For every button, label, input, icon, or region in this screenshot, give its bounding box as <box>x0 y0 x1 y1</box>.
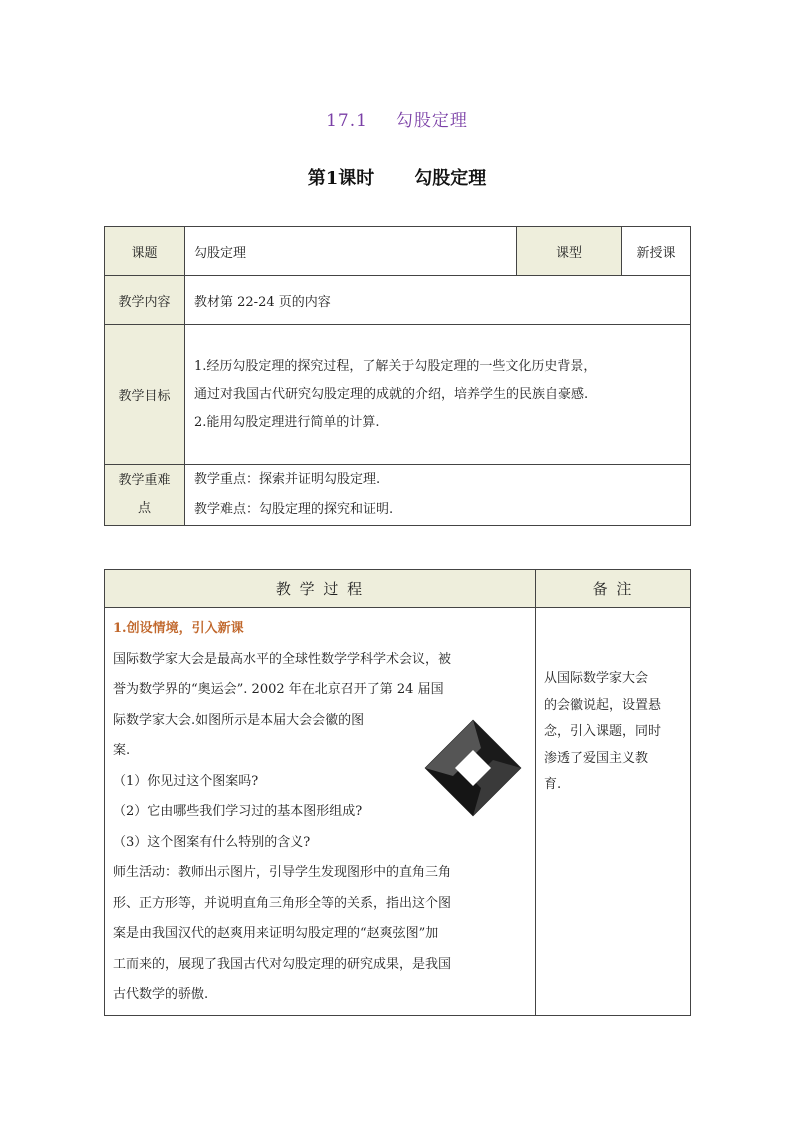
question-line: （1）你见过这个图案吗? <box>113 773 259 789</box>
section-number: 17.1 <box>326 111 368 131</box>
activity-line: 案是由我国汉代的赵爽用来证明勾股定理的“赵爽弦图”加 <box>113 926 439 941</box>
intro-line: 际数学家大会.如图所示是本届大会会徽的图 <box>113 712 365 728</box>
notes-content <box>536 608 691 1016</box>
difficulty-label <box>105 465 185 526</box>
note-line: 念，引入课题，同时 <box>544 724 662 739</box>
notes-header: 备 注 <box>536 570 691 608</box>
question-line: （3）这个图案有什么特别的含义? <box>113 834 311 850</box>
intro-line: 案. <box>113 743 131 758</box>
goal-line: 2.能用勾股定理进行简单的计算. <box>194 414 380 430</box>
activity-line: 古代数学的骄傲. <box>113 987 209 1002</box>
intro-line: 誉为数学界的“奥运会”. 2002 年在北京召开了第 24 届国 <box>113 682 444 697</box>
teaching-process-table <box>104 569 691 1016</box>
congress-emblem-figure <box>423 718 523 818</box>
goal-line: 1.经历勾股定理的探究过程，了解关于勾股定理的一些文化历史背景， <box>194 358 597 374</box>
difficulty-content <box>185 465 691 526</box>
type-value: 新授课 <box>622 227 691 276</box>
lesson-title-text: 勾股定理 <box>414 168 487 189</box>
section-title-text: 勾股定理 <box>395 111 468 131</box>
difficulty-label-line2: 点 <box>137 501 151 516</box>
note-line: 的会徽说起，设置悬 <box>544 697 662 713</box>
content-value: 教材第 22-24 页的内容 <box>185 276 691 325</box>
topic-label: 课题 <box>105 227 185 276</box>
key-point: 教学重点：探索并证明勾股定理. <box>194 472 381 487</box>
section-title <box>0 106 794 131</box>
topic-value: 勾股定理 <box>185 227 517 276</box>
lesson-number: 第1课时 <box>307 168 375 189</box>
lesson-title <box>0 164 794 190</box>
type-label: 课型 <box>517 227 622 276</box>
process-header: 教 学 过 程 <box>105 570 536 608</box>
goals-content <box>185 325 691 465</box>
difficult-point: 教学难点：勾股定理的探究和证明. <box>194 502 394 517</box>
section-heading: 1.创设情境，引入新课 <box>113 621 244 636</box>
note-line: 育. <box>544 777 562 792</box>
content-label: 教学内容 <box>105 276 185 325</box>
process-content <box>105 608 536 1016</box>
goals-label: 教学目标 <box>105 325 185 465</box>
note-line: 渗透了爱国主义教 <box>544 750 649 766</box>
question-line: （2）它由哪些我们学习过的基本图形组成? <box>113 804 363 819</box>
activity-line: 师生活动：教师出示图片，引导学生发现图形中的直角三角 <box>113 865 452 880</box>
activity-line: 工而来的，展现了我国古代对勾股定理的研究成果，是我国 <box>113 956 452 972</box>
activity-line: 形、正方形等，并说明直角三角形全等的关系，指出这个图 <box>113 895 452 911</box>
note-line: 从国际数学家大会 <box>544 671 649 686</box>
intro-line: 国际数学家大会是最高水平的全球性数学学科学术会议，被 <box>113 651 452 667</box>
lesson-info-table <box>104 226 691 526</box>
difficulty-label-line1: 教学重难 <box>118 473 171 488</box>
goal-line: 通过对我国古代研究勾股定理的成就的介绍，培养学生的民族自豪感. <box>194 386 589 402</box>
